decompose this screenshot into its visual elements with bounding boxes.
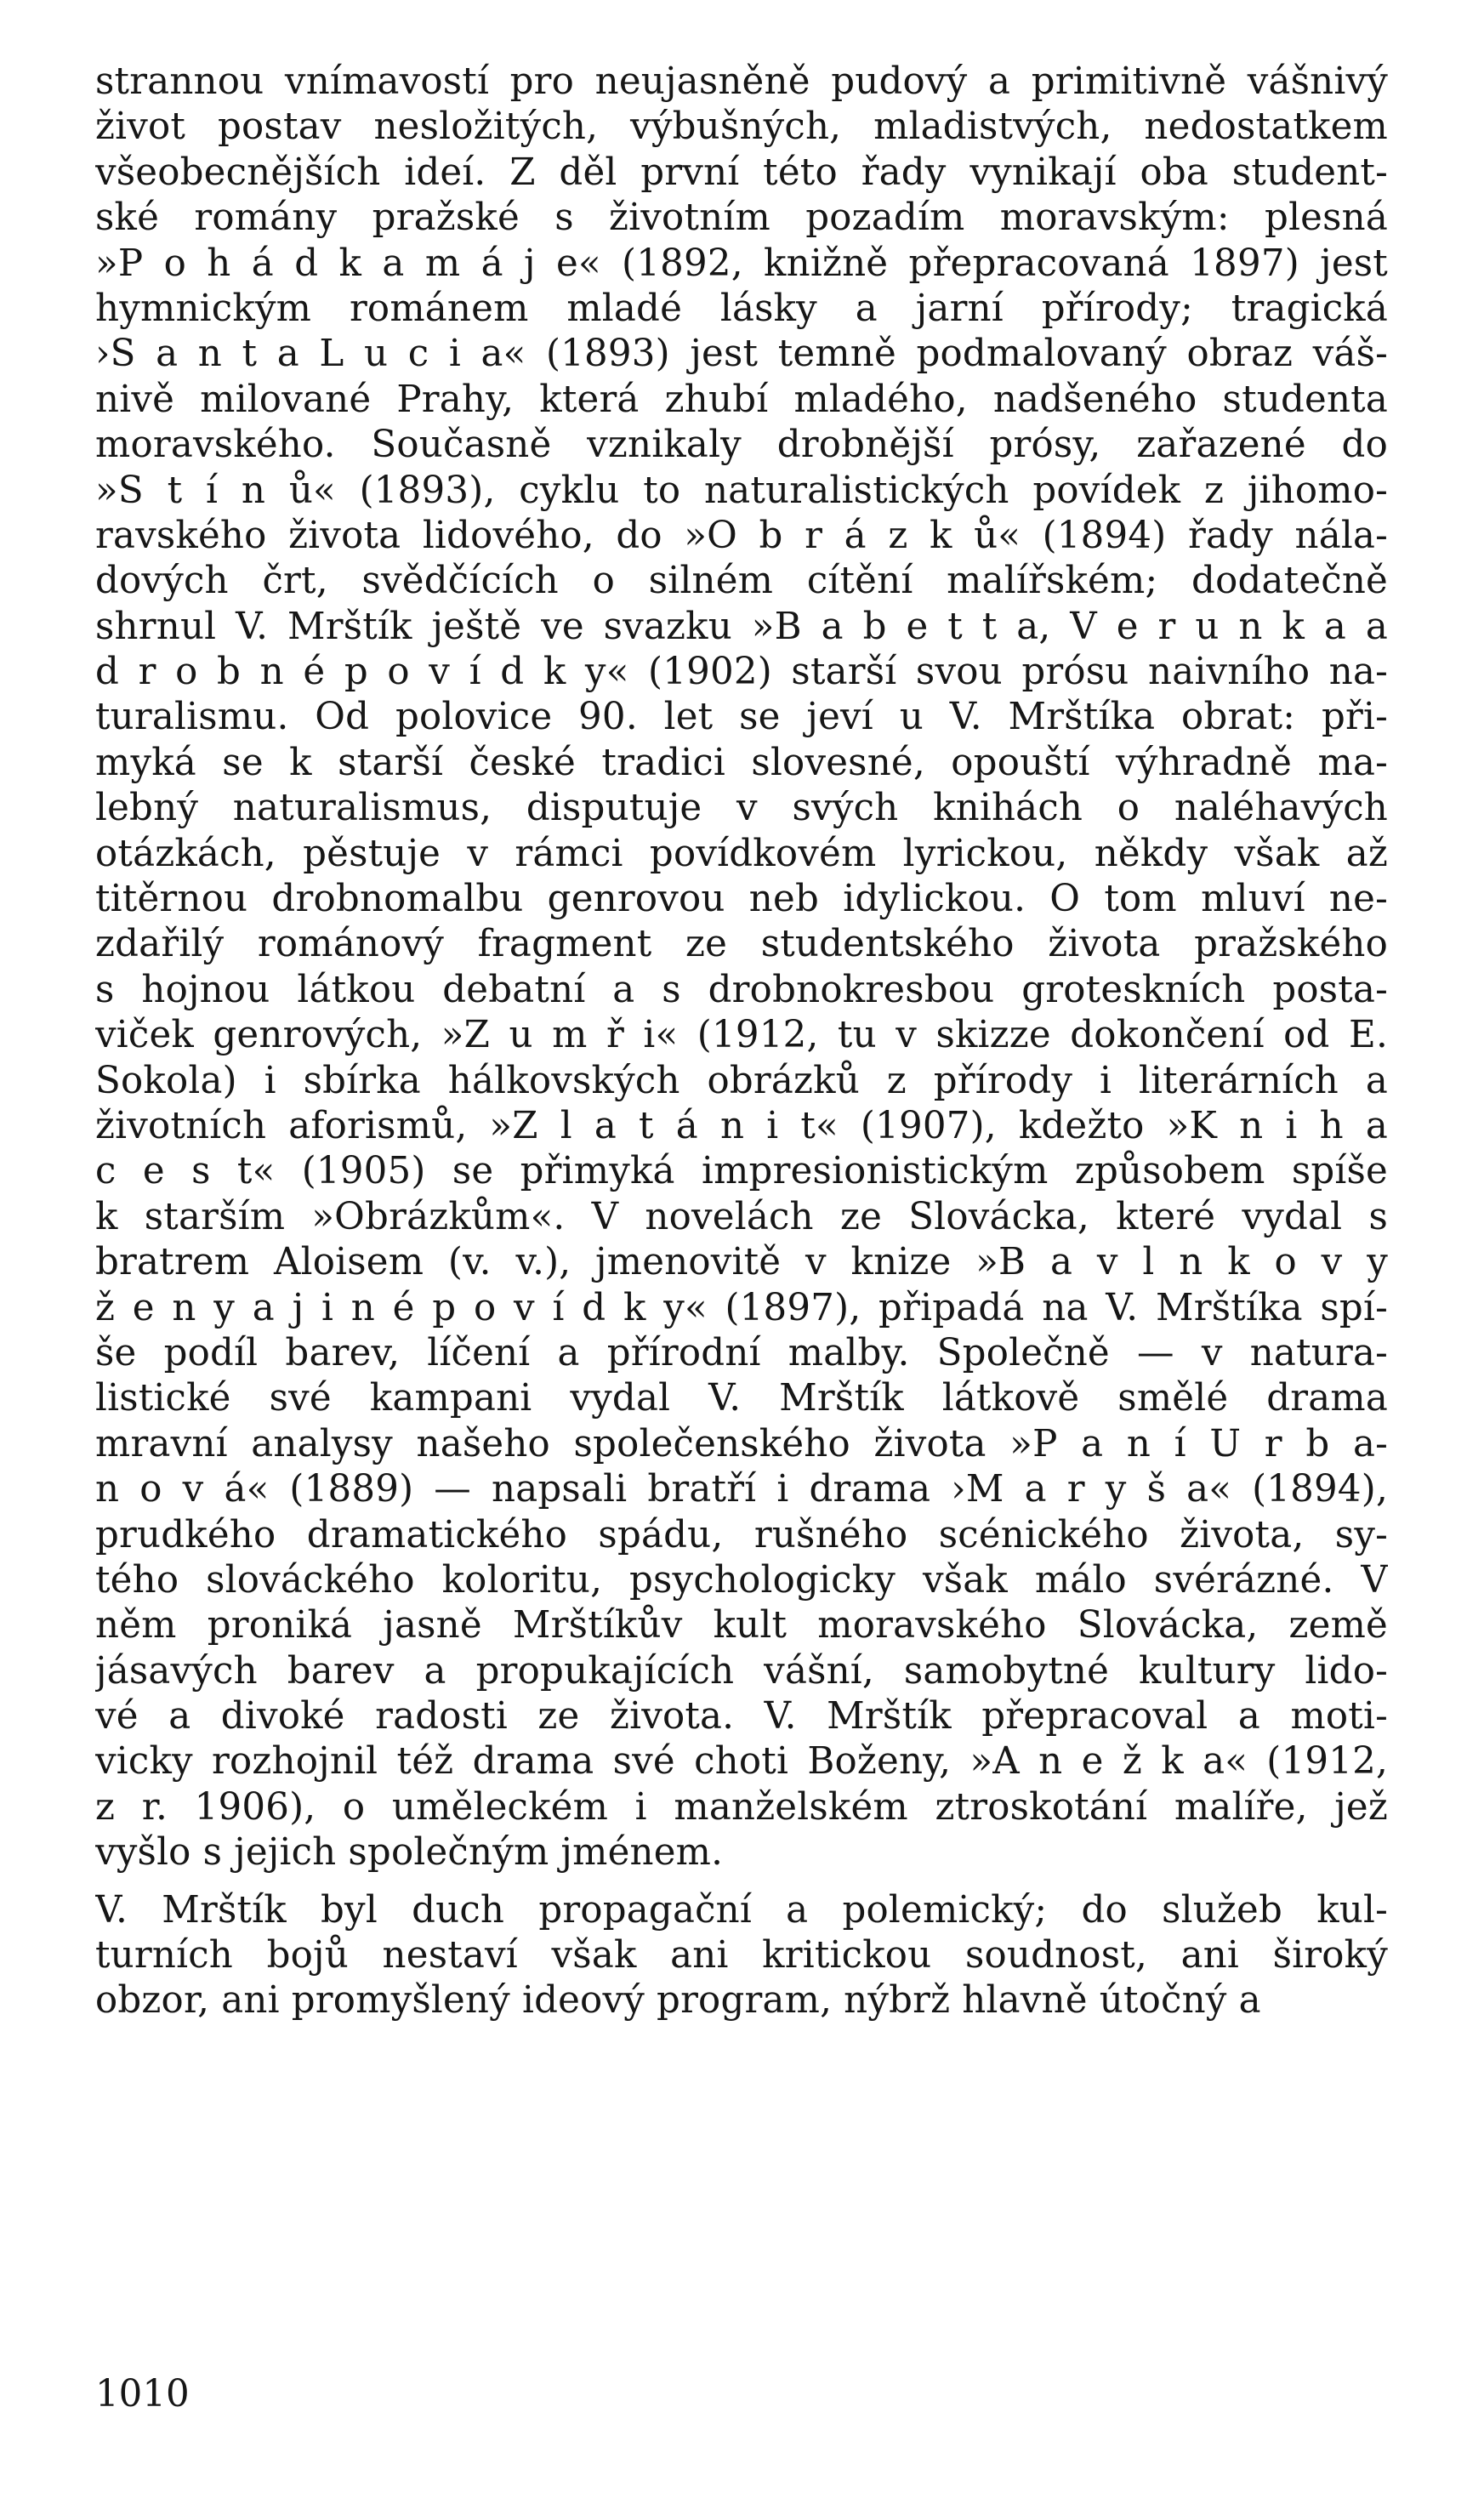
text-line: všeobecnějších ideí. Z děl první této řady vynikají oba student- [95, 151, 1388, 194]
text-line: še podíl barev, líčení a přírodní malby. Společně — v natura- [95, 1331, 1388, 1374]
text-line: prudkého dramatického spádu, rušného scénického života, sy- [95, 1513, 1388, 1556]
text-line: Sokola) i sbírka hálkovských obrázků z přírody i literárních a [95, 1059, 1388, 1102]
text-line: mravní analysy našeho společenského života »P a n í U r b a- [95, 1422, 1388, 1465]
body-text [95, 60, 1388, 2024]
text-line: n o v á« (1889) — napsali bratří i drama ›M a r y š a« (1894), [95, 1468, 1388, 1511]
text-line: d r o b n é p o v í d k y« (1902) starší svou prósu naivního na- [95, 651, 1388, 694]
text-line: otázkách, pěstuje v rámci povídkovém lyrickou, někdy však až [95, 832, 1388, 875]
text-line: vé a divoké radosti ze života. V. Mrštík přepracoval a moti- [95, 1695, 1388, 1738]
text-line: životních aforismů, »Z l a t á n i t« (1907), kdežto »K n i h a [95, 1104, 1388, 1147]
text-line: titěrnou drobnomalbu genrovou neb idylickou. O tom mluví ne- [95, 878, 1388, 921]
text-line: ž e n y a j i n é p o v í d k y« (1897), připadá na V. Mrštíka spí- [95, 1286, 1388, 1329]
text-line: jásavých barev a propukajících vášní, samobytné kultury lido- [95, 1649, 1388, 1693]
text-line: strannou vnímavostí pro neujasněně pudový a primitivně vášnivý [95, 60, 1388, 103]
text-line: hymnickým románem mladé lásky a jarní přírody; tragická [95, 287, 1388, 330]
text-line: ské romány pražské s životním pozadím moravským: plesná [95, 196, 1388, 240]
text-line: V. Mrštík byl duch propagační a polemický; do služeb kul- [95, 1888, 1388, 1932]
text-line: dových črt, svědčících o silném cítění malířském; dodatečně [95, 560, 1388, 603]
text-line: tého slováckého koloritu, psychologicky však málo svérázné. V [95, 1558, 1388, 1602]
text-line: vyšlo s jejich společným jménem. [95, 1831, 724, 1875]
text-line: zdařilý románový fragment ze studentského života pražského [95, 923, 1388, 966]
paragraph [95, 1888, 1388, 2024]
text-line: »S t í n ů« (1893), cyklu to naturalistických povídek z jihomo- [95, 469, 1388, 512]
text-line: myká se k starší české tradici slovesné, opouští výhradně ma- [95, 741, 1388, 784]
paragraph-gap [95, 1876, 1388, 1888]
text-line: obzor, ani promyšlený ideový program, nýbrž hlavně útočný a [95, 1979, 1261, 2023]
text-line: shrnul V. Mrštík ještě ve svazku »B a b e t t a, V e r u n k a a [95, 605, 1388, 648]
text-line: vicky rozhojnil též drama své choti Boženy, »A n e ž k a« (1912, [95, 1740, 1388, 1784]
text-line: k starším »Obrázkům«. V novelách ze Slovácka, které vydal s [95, 1195, 1388, 1238]
text-line: lebný naturalismus, disputuje v svých knihách o naléhavých [95, 787, 1388, 830]
text-line: c e s t« (1905) se přimyká impresionistickým způsobem spíše [95, 1150, 1388, 1193]
text-line: moravského. Současně vznikaly drobnější prósy, zařazené do [95, 424, 1388, 467]
paragraph [95, 60, 1388, 1876]
text-line: turních bojů nestaví však ani kritickou soudnost, ani široký [95, 1934, 1388, 1977]
text-line: ravského života lidového, do »O b r á z k ů« (1894) řady nála- [95, 514, 1388, 557]
text-line: listické své kampani vydal V. Mrštík látkově smělé drama [95, 1377, 1388, 1420]
text-line: viček genrových, »Z u m ř i« (1912, tu v skizze dokončení od E. [95, 1014, 1388, 1057]
text-line: život postav nesložitých, výbušných, mladistvých, nedostatkem [95, 105, 1388, 149]
text-line: bratrem Aloisem (v. v.), jmenovitě v knize »B a v l n k o v y [95, 1241, 1388, 1284]
text-line: turalismu. Od polovice 90. let se jeví u V. Mrštíka obrat: při- [95, 696, 1388, 739]
text-line: ›S a n t a L u c i a« (1893) jest temně podmalovaný obraz váš- [95, 333, 1388, 376]
text-line: z r. 1906), o uměleckém i manželském ztroskotání malíře, jež [95, 1785, 1388, 1829]
page-number: 1010 [95, 2373, 190, 2415]
text-line: »P o h á d k a m á j e« (1892, knižně přepracovaná 1897) jest [95, 242, 1388, 285]
text-line: nivě milované Prahy, která zhubí mladého, nadšeného studenta [95, 378, 1388, 421]
text-line: s hojnou látkou debatní a s drobnokresbou groteskních posta- [95, 968, 1388, 1011]
text-line: něm proniká jasně Mrštíkův kult moravského Slovácka, země [95, 1604, 1388, 1647]
